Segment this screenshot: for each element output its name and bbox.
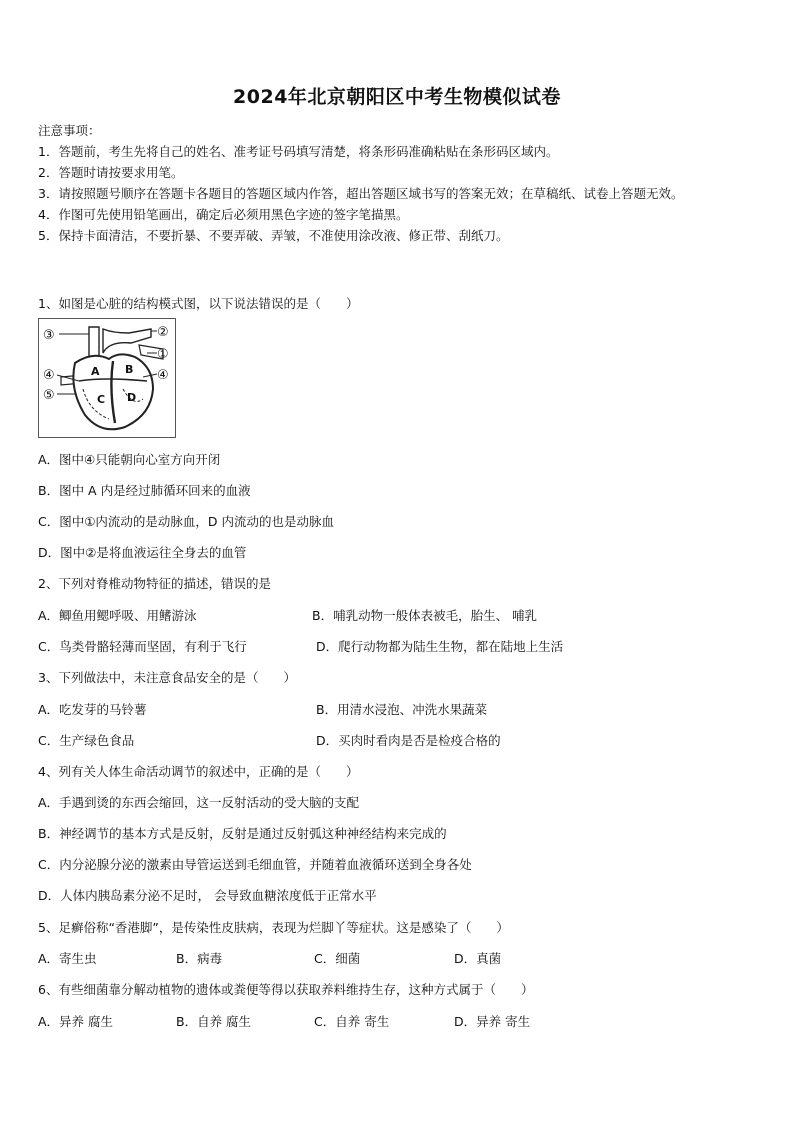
question-6-option-d: D．异养 寄生 — [454, 1014, 531, 1029]
notice-item: 1．答题前，考生先将自己的姓名、准考证号码填写清楚，将条形码准确粘贴在条形码区域内。 — [38, 144, 559, 159]
question-6-option-c: C．自养 寄生 — [314, 1014, 390, 1029]
exam-title: 2024年北京朝阳区中考生物模似试卷 — [233, 86, 561, 108]
question-6-stem: 6、有些细菌靠分解动植物的遗体或粪便等得以获取养料维持生存，这种方式属于（ ） — [38, 982, 534, 997]
notice-section — [38, 120, 778, 246]
question-6-option-a: A．异养 腐生 — [38, 1014, 114, 1029]
question-3-option-c: C．生产绿色食品 — [38, 733, 135, 748]
question-2-option-c: C．鸟类骨骼轻薄而坚固，有利于飞行 — [38, 639, 247, 654]
figure-label: ⑤ — [43, 388, 55, 403]
question-3-option-b: B．用清水浸泡、冲洗水果蔬菜 — [316, 702, 488, 717]
question-4-option-a: A．手遇到烫的东西会缩回，这一反射活动的受大脑的支配 — [38, 795, 360, 810]
question-5-stem: 5、足癣俗称“香港脚”，是传染性皮肤病，表现为烂脚丫等症状。这是感染了（ ） — [38, 920, 509, 935]
figure-label: ③ — [43, 328, 55, 343]
figure-label: ④ — [43, 368, 55, 383]
question-2-stem: 2、下列对脊椎动物特征的描述，错误的是 — [38, 576, 271, 591]
question-4-option-b: B．神经调节的基本方式是反射，反射是通过反射弧这种神经结构来完成的 — [38, 826, 447, 841]
question-6-option-b: B．自养 腐生 — [176, 1014, 252, 1029]
question-1-option-c: C．图中①内流动的是动脉血，D 内流动的也是动脉血 — [38, 514, 335, 529]
question-1-option-b: B．图中 A 内是经过肺循环回来的血液 — [38, 483, 251, 498]
question-1-stem: 1、如图是心脏的结构模式图，以下说法错误的是（ ） — [38, 296, 359, 311]
figure-chamber-label: D — [127, 391, 137, 404]
question-1-option-d: D．图中②是将血液运往全身去的血管 — [38, 545, 247, 560]
notice-item: 2．答题时请按要求用笔。 — [38, 165, 184, 180]
question-4-stem: 4、列有关人体生命活动调节的叙述中，正确的是（ ） — [38, 764, 359, 779]
question-3-option-d: D．买肉时看肉是否是检疫合格的 — [316, 733, 501, 748]
figure-label: ② — [157, 325, 169, 340]
question-2-option-b: B．哺乳动物一般体表被毛，胎生、 哺乳 — [312, 608, 538, 623]
question-4-option-d: D．人体内胰岛素分泌不足时， 会导致血糖浓度低于正常水平 — [38, 888, 377, 903]
question-5-option-a: A．寄生虫 — [38, 951, 97, 966]
figure-label: ① — [157, 347, 169, 362]
notice-item: 4．作图可先使用铅笔画出，确定后必须用黑色字迹的签字笔描黑。 — [38, 207, 409, 222]
question-3-stem: 3、下列做法中，未注意食品安全的是（ ） — [38, 670, 296, 685]
question-5-option-c: C．细菌 — [314, 951, 361, 966]
question-2-option-d: D．爬行动物都为陆生生物，都在陆地上生活 — [316, 639, 564, 654]
notice-item: 5．保持卡面清洁，不要折暴、不要弄破、弄皱，不准使用涂改液、修正带、刮纸刀。 — [38, 228, 509, 243]
question-3-option-a: A．吃发芽的马铃薯 — [38, 702, 147, 717]
figure-chamber-label: A — [91, 365, 100, 378]
figure-chamber-label: C — [97, 393, 106, 406]
question-2-option-a: A．鲫鱼用鳃呼吸、用鳍游泳 — [38, 608, 197, 623]
heart-diagram-drawing — [39, 319, 175, 437]
question-5-option-d: D．真菌 — [454, 951, 502, 966]
notice-item: 3．请按照题号顺序在答题卡各题目的答题区域内作答，超出答题区域书写的答案无效；在草稿纸、试卷上答题无效。 — [38, 186, 684, 201]
notice-heading: 注意事项： — [38, 123, 101, 138]
heart-diagram — [38, 318, 176, 438]
figure-label: ④ — [157, 368, 169, 383]
question-5-option-b: B．病毒 — [176, 951, 223, 966]
figure-chamber-label: B — [125, 363, 134, 376]
question-4-option-c: C．内分泌腺分泌的激素由导管运送到毛细血管，并随着血液循环送到全身各处 — [38, 857, 472, 872]
question-1-option-a: A．图中④只能朝向心室方向开闭 — [38, 452, 221, 467]
